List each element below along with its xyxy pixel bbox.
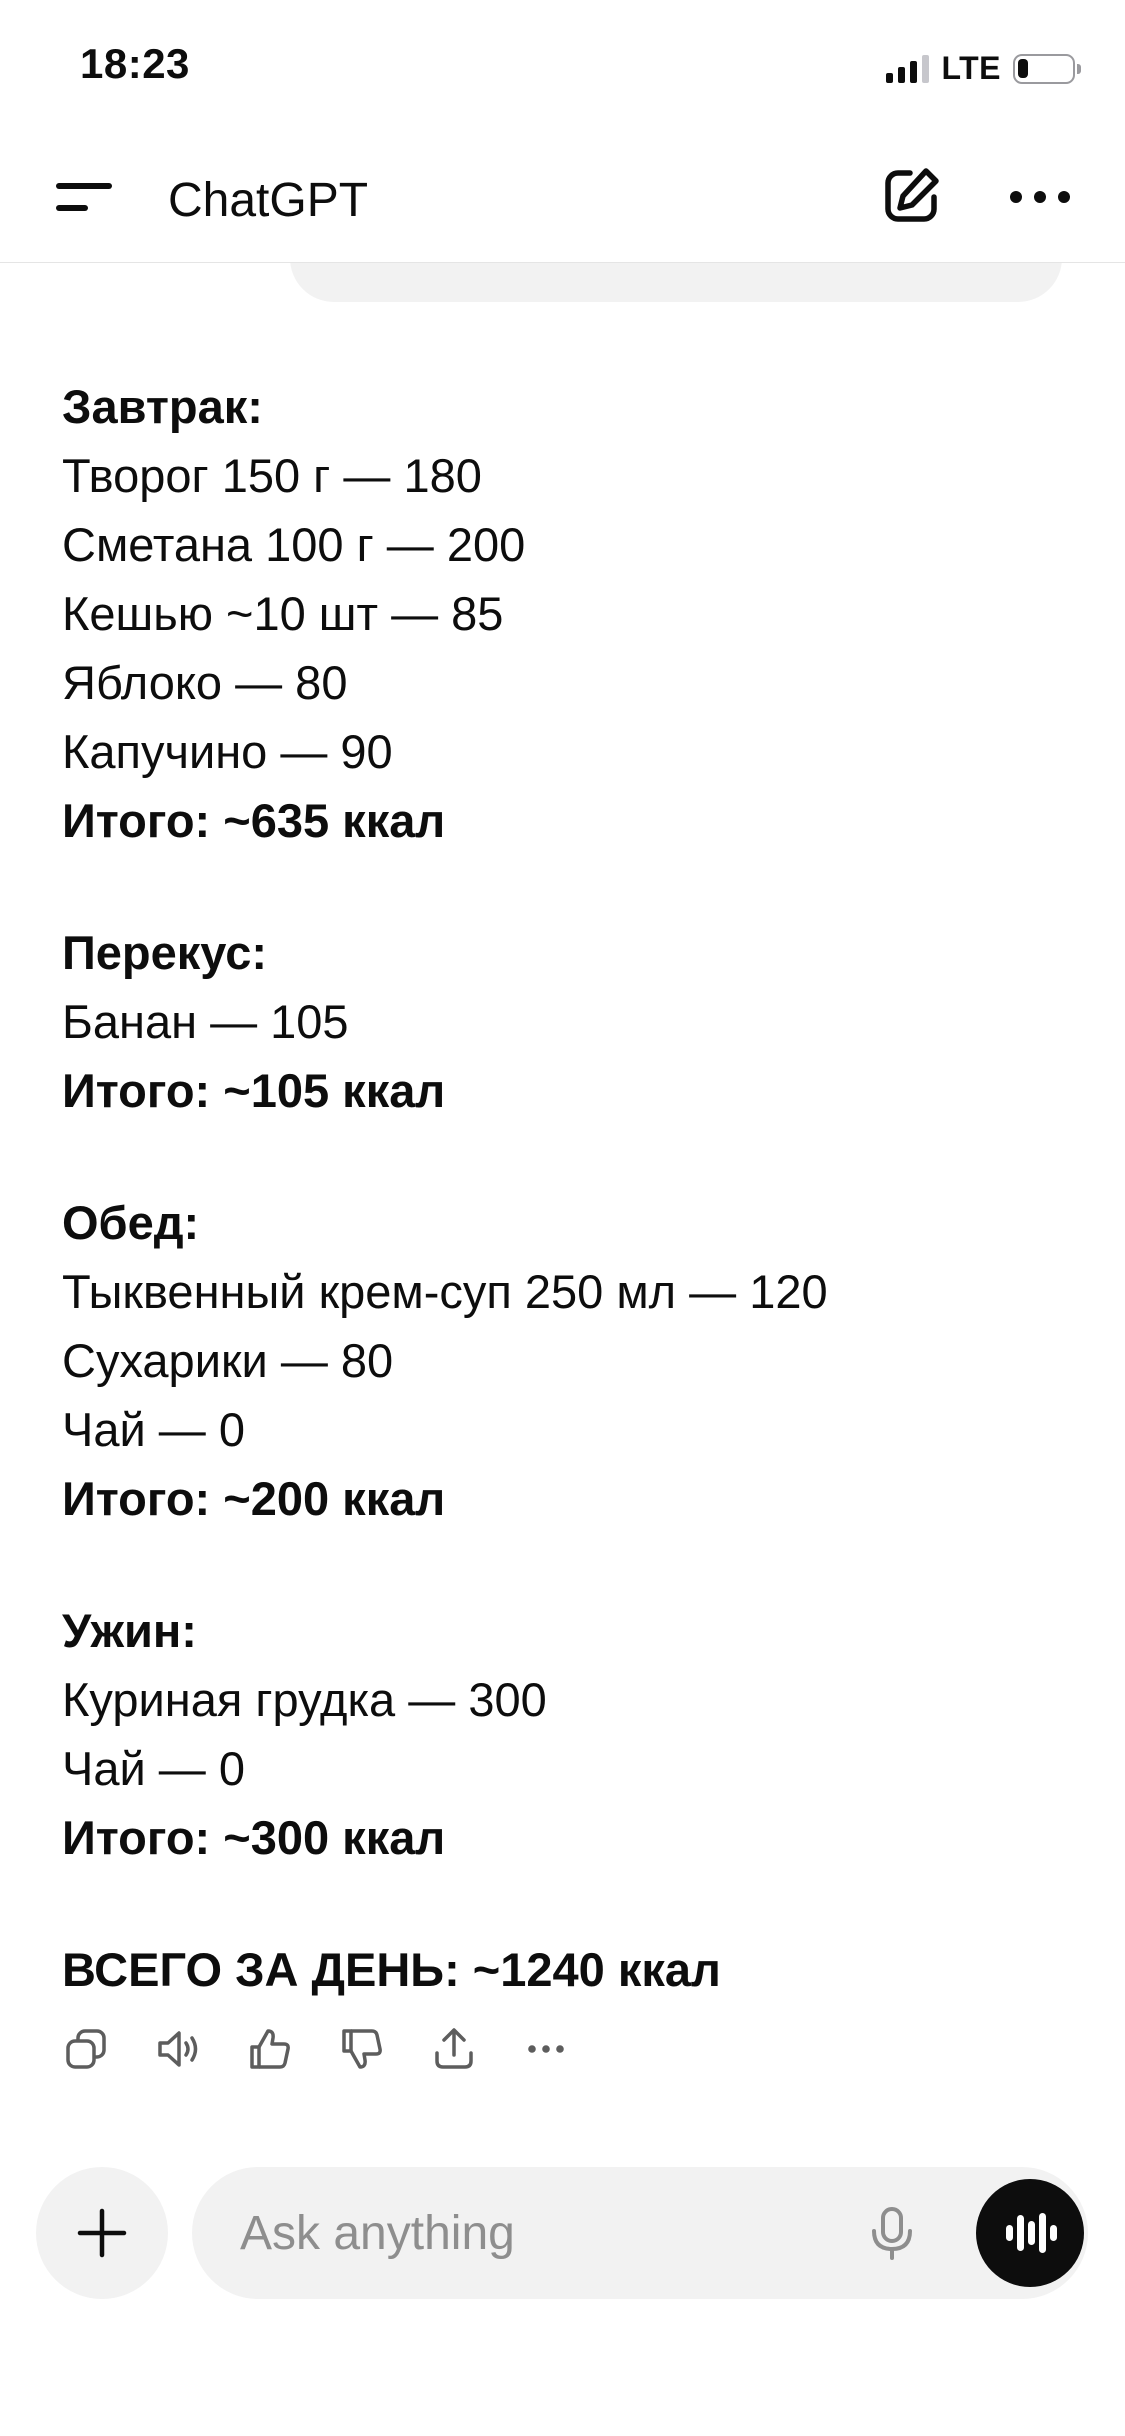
more-horizontal-icon[interactable]: [522, 2025, 570, 2073]
list-item: Творог 150 г — 180: [62, 449, 482, 502]
top-navigation-bar: [0, 135, 1125, 263]
read-aloud-icon[interactable]: [154, 2025, 202, 2073]
copy-icon[interactable]: [62, 2025, 110, 2073]
grand-total: ВСЕГО ЗА ДЕНЬ: ~1240 ккал: [62, 1943, 721, 1996]
section-total: Итого: ~300 ккал: [62, 1811, 446, 1864]
list-item: Капучино — 90: [62, 725, 393, 778]
message-actions: [62, 2025, 570, 2073]
list-item: Тыквенный крем-суп 250 мл — 120: [62, 1265, 828, 1318]
status-indicators: [886, 50, 1075, 87]
list-item: Сухарики — 80: [62, 1334, 394, 1387]
thumbs-down-icon[interactable]: [338, 2025, 386, 2073]
list-item: Кешью ~10 шт — 85: [62, 587, 504, 640]
meal-section-breakfast: [62, 372, 1062, 855]
composer: [0, 2140, 1125, 2320]
network-type-label: LTE: [941, 50, 1001, 86]
section-heading: Ужин:: [62, 1604, 197, 1657]
thumbs-up-icon[interactable]: [246, 2025, 294, 2073]
section-total: Итого: ~105 ккал: [62, 1064, 446, 1117]
battery-icon: [1013, 54, 1075, 84]
plus-icon[interactable]: [36, 2167, 168, 2299]
microphone-icon[interactable]: [862, 2203, 922, 2263]
more-horizontal-icon[interactable]: [1010, 189, 1070, 205]
message-input-container: [192, 2167, 1088, 2299]
meal-section-snack: [62, 918, 1062, 1125]
share-icon[interactable]: [430, 2025, 478, 2073]
sidebar-menu-icon[interactable]: [56, 179, 112, 219]
list-item: Яблоко — 80: [62, 656, 348, 709]
list-item: Куриная грудка — 300: [62, 1673, 547, 1726]
list-item: Чай — 0: [62, 1742, 245, 1795]
section-total: Итого: ~635 ккал: [62, 794, 446, 847]
status-time: 18:23: [80, 40, 190, 87]
section-total: Итого: ~200 ккал: [62, 1472, 446, 1525]
app-title: ChatGPT: [168, 174, 369, 227]
status-bar: [0, 0, 1125, 135]
assistant-message: [62, 372, 1062, 2004]
voice-mode-icon[interactable]: [976, 2179, 1084, 2287]
meal-section-lunch: [62, 1188, 1062, 1533]
section-heading: Обед:: [62, 1196, 200, 1249]
list-item: Сметана 100 г — 200: [62, 518, 526, 571]
list-item: Банан — 105: [62, 995, 349, 1048]
list-item: Чай — 0: [62, 1403, 245, 1456]
battery-level-fill: [1018, 59, 1028, 78]
meal-section-dinner: [62, 1596, 1062, 1872]
section-heading: Перекус:: [62, 926, 268, 979]
message-input[interactable]: [240, 2199, 800, 2267]
signal-strength-icon: [886, 55, 929, 83]
section-heading: Завтрак:: [62, 380, 263, 433]
edit-compose-icon[interactable]: [878, 163, 944, 229]
